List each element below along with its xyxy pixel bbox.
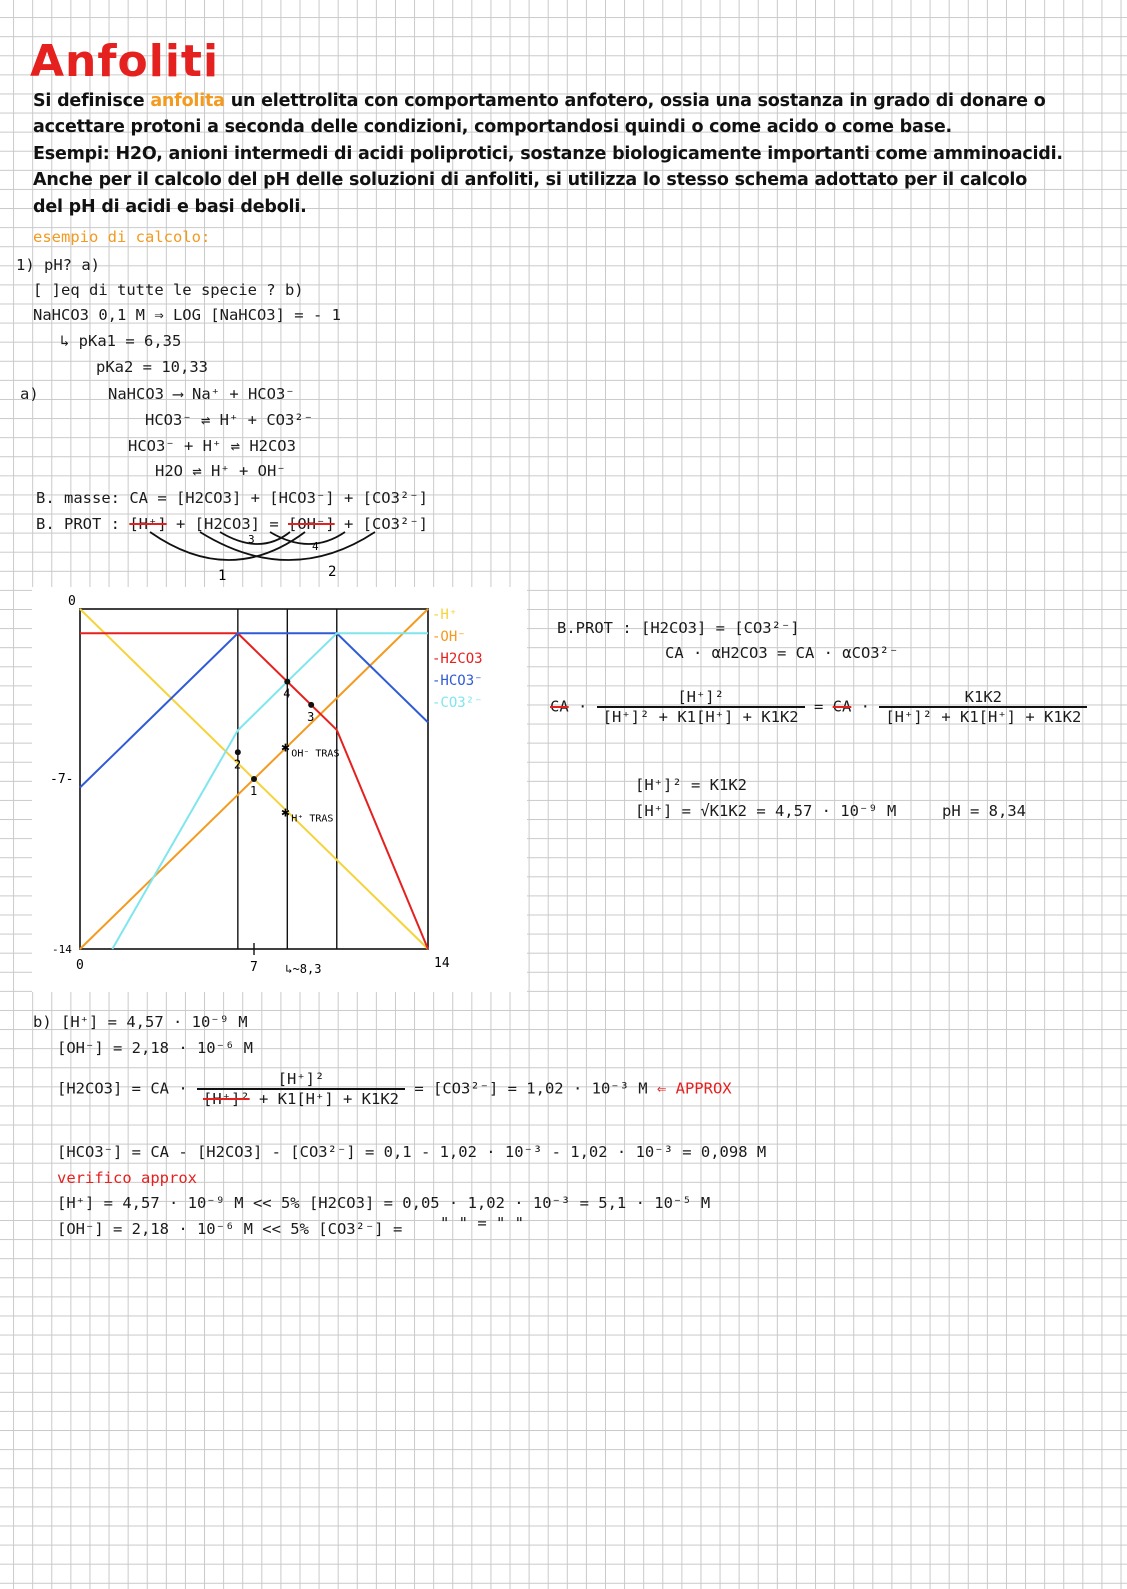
example-label: esempio di calcolo: <box>33 228 211 246</box>
b-hco3-line: [HCO3⁻] = CA - [H2CO3] - [CO3²⁻] = 0,1 - 1,02 · 10⁻³ - 1,02 · 10⁻³ = 0,098 M <box>57 1143 767 1161</box>
b-h2co3-lhs: [H2CO3] = CA · <box>57 1079 188 1098</box>
h-squared: [H⁺]² = K1K2 <box>635 776 747 794</box>
fraction-left-num: [H⁺]² <box>677 688 724 706</box>
legend-item-0: -H⁺ <box>432 607 458 623</box>
fraction-left <box>597 688 805 726</box>
annotation-label-3: 4 <box>283 686 291 701</box>
fraction-equation: CA · $\frac{\text{[H⁺]²}}{\text{[H⁺]² + K1[H⁺] + K1K2}}$ = CA · $\frac{K1K2}{\text{[H⁺]² + K1[H⁺] + K1K2}}$ <box>550 688 1087 726</box>
ca-right: CA <box>832 697 852 716</box>
fraction-left-den: [H⁺]² + K1[H⁺] + K1K2 <box>597 706 805 726</box>
part-a-label: a) <box>20 385 39 403</box>
x-tick-7: 7 <box>250 960 258 975</box>
b-h2co3-fraction <box>197 1070 405 1108</box>
fraction-right-num: K1K2 <box>964 688 1002 706</box>
ca-left: CA <box>550 697 569 716</box>
fraction-right <box>879 688 1087 726</box>
ph-result: pH = 8,34 <box>942 802 1026 820</box>
bprot-right: B.PROT : [H2CO3] = [CO3²⁻] <box>557 619 800 637</box>
y-tick-minus14: -14 <box>52 943 72 956</box>
fraction-eq-sign: = <box>813 697 824 716</box>
legend-item-3: -HCO3⁻ <box>432 673 483 689</box>
verify-label: verifico approx <box>57 1169 197 1187</box>
annotation-label-0: 1 <box>250 784 258 798</box>
check-line-2: [OH⁻] = 2,18 · 10⁻⁶ M << 5% [CO3²⁻] = <box>57 1220 403 1238</box>
intro-line-4: Anche per il calcolo del pH delle soluzioni di anfoliti, si utilizza lo stesso schema adottato per il calcolo <box>33 170 1028 190</box>
b-h2co3-result: = [CO3²⁻] = 1,02 · 10⁻³ M <box>414 1079 648 1098</box>
intro-post: un elettrolita con comportamento anfotero, ossia una sostanza in grado di donare o <box>224 91 1046 111</box>
proton-h-struck: [H⁺] <box>129 515 167 533</box>
intro-line-1 <box>33 91 1046 111</box>
alpha-equality: CA · αH2CO3 = CA · αCO3²⁻ <box>665 644 899 662</box>
series-line-3 <box>80 633 428 787</box>
annotation-label-1: 2 <box>233 757 242 772</box>
equation-1: NaHCO3 ⟶ Na⁺ + HCO3⁻ <box>108 385 295 403</box>
proton-end: + [CO3²⁻] <box>334 515 428 533</box>
question-1: 1) pH? a) <box>16 256 100 274</box>
page-title: Anfoliti <box>30 36 220 87</box>
b-h2co3-den-rest: + K1[H⁺] + K1K2 <box>249 1090 399 1108</box>
x-tick-0: 0 <box>76 958 84 973</box>
intro-line-2: accettare protoni a seconda delle condizioni, comportandosi quindi o come acido o come base. <box>33 117 952 137</box>
pka1-line: ↳ pKa1 = 6,35 <box>60 332 182 350</box>
arc-label-3: 3 <box>248 533 255 546</box>
check-line-1: [H⁺] = 4,57 · 10⁻⁹ M << 5% [H2CO3] = 0,05 · 1,02 · 10⁻³ = 5,1 · 10⁻⁵ M <box>57 1194 711 1212</box>
y-tick-minus7: -7- <box>50 772 74 787</box>
intro-line-3: Esempi: H2O, anioni intermedi di acidi poliprotici, sostanze biologicamente importanti come amminoacidi. <box>33 144 1063 164</box>
arc-label-4: 4 <box>312 540 319 553</box>
b-h2co3-line <box>57 1070 732 1108</box>
b-h-conc: b) [H⁺] = 4,57 · 10⁻⁹ M <box>33 1013 248 1031</box>
annotation-star-4: ✱ <box>281 739 290 756</box>
annotation-label-2: 3 <box>307 709 315 724</box>
proton-oh-struck: [OH⁻] <box>288 515 335 533</box>
question-2: [ ]eq di tutte le specie ? b) <box>33 281 304 299</box>
legend-item-2: -H2CO3 <box>432 651 483 667</box>
x-tick-14: 14 <box>434 956 450 971</box>
annotation-dot-1 <box>235 749 241 755</box>
arc-label-1: 1 <box>218 568 227 584</box>
x-tick-8-3: ↳~8,3 <box>285 962 322 976</box>
equation-3: HCO3⁻ + H⁺ ⇌ H2CO3 <box>128 437 296 455</box>
b-h2co3-den-struck: [H⁺]² <box>203 1090 250 1108</box>
nahco3-line: NaHCO3 0,1 M ⇒ LOG [NaHCO3] = - 1 <box>33 306 341 324</box>
legend-item-4: -CO3²⁻ <box>432 695 483 711</box>
annotation-dot-0 <box>251 776 257 782</box>
ditto-marks: " " = " " <box>440 1214 524 1232</box>
log-concentration-diagram <box>32 587 527 992</box>
annotation-label-5: H⁺ TRAS <box>291 813 334 825</box>
proton-balance-label: B. PROT : <box>36 515 120 533</box>
equation-4: H2O ⇌ H⁺ + OH⁻ <box>155 462 286 480</box>
h-result: [H⁺] = √K1K2 = 4,57 · 10⁻⁹ M <box>635 802 897 820</box>
b-oh-conc: [OH⁻] = 2,18 · 10⁻⁶ M <box>57 1039 253 1057</box>
equation-2: HCO3⁻ ⇌ H⁺ + CO3²⁻ <box>145 411 313 429</box>
legend-item-1: -OH⁻ <box>432 629 466 645</box>
proton-mid: + [H2CO3] = <box>166 515 288 533</box>
approx-note: ⇐ APPROX <box>656 1079 732 1098</box>
fraction-right-den: [H⁺]² + K1[H⁺] + K1K2 <box>879 706 1087 726</box>
annotation-dot-3 <box>284 679 290 685</box>
annotation-label-4: OH⁻ TRAS <box>291 748 340 760</box>
intro-highlight: anfolita <box>150 91 225 111</box>
intro-line-5: del pH di acidi e basi deboli. <box>33 197 307 217</box>
y-tick-0: 0 <box>68 594 76 609</box>
chart-svg <box>32 587 527 992</box>
pka2-line: pKa2 = 10,33 <box>96 358 208 376</box>
b-h2co3-num: [H⁺]² <box>277 1070 325 1088</box>
arc-label-2: 2 <box>328 564 337 580</box>
intro-pre: Si definisce <box>33 91 151 111</box>
mass-balance: B. masse: CA = [H2CO3] + [HCO3⁻] + [CO3²⁻] <box>36 489 428 507</box>
annotation-dot-2 <box>308 702 314 708</box>
b-h2co3-den <box>197 1088 405 1108</box>
proton-arcs <box>130 528 390 584</box>
annotation-star-5: ✱ <box>281 804 290 821</box>
